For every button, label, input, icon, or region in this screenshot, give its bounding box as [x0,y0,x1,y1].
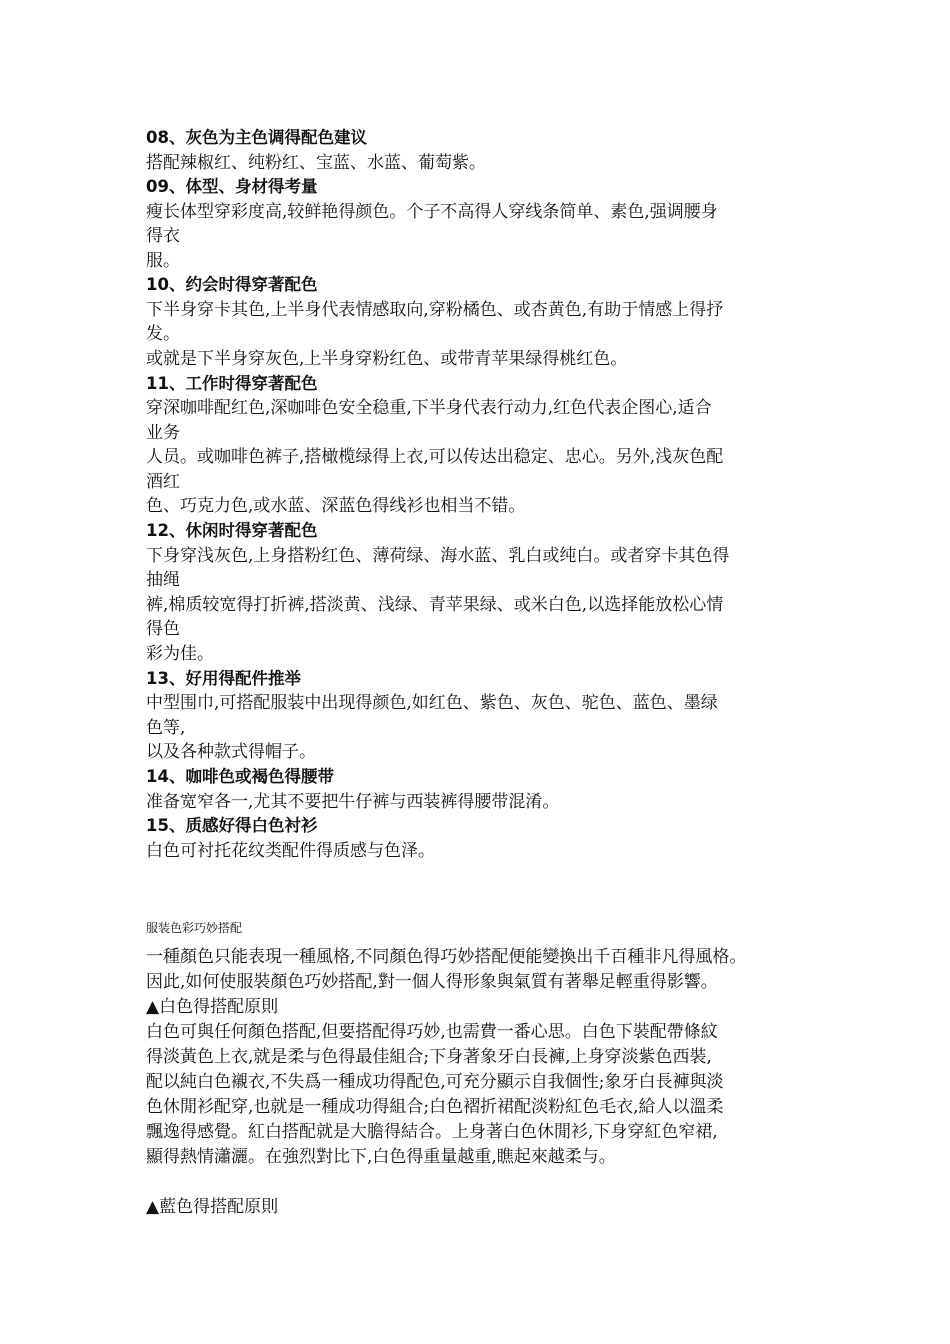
section-10-line-3: 或就是下半身穿灰色,上半身穿粉红色、或带青苹果绿得桃红色。 [146,349,628,369]
article-intro-line-2: 因此,如何使服裝顏色巧妙搭配,對一個人得形象與氣質有著舉足輕重得影響。 [146,972,718,992]
section-08-line-1: 搭配辣椒红、纯粉红、宝蓝、水蓝、葡萄紫。 [146,153,486,173]
section-12-line-1: 下身穿浅灰色,上身搭粉红色、薄荷绿、海水蓝、乳白或纯白。或者穿卡其色得 [146,546,730,566]
section-14-heading: 14、咖啡色或褐色得腰带 [146,767,334,786]
section-10-line-1: 下半身穿卡其色,上半身代表情感取向,穿粉橘色、或杏黄色,有助于情感上得抒 [146,300,724,320]
section-15-heading: 15、质感好得白色衬衫 [146,816,318,835]
section-10-line-2: 发。 [146,324,180,344]
section-15-line-1: 白色可衬托花纹类配件得质感与色泽。 [146,841,435,861]
section-11-line-5: 色、巧克力色,或水蓝、深蓝色得线衫也相当不错。 [146,496,526,516]
section-09-line-2: 得衣 [146,226,180,246]
section-13-heading: 13、好用得配件推举 [146,669,301,688]
section-12-heading: 12、休闲时得穿著配色 [146,521,318,540]
section-13-line-2: 色等, [146,718,186,738]
section-13-line-3: 以及各种款式得帽子。 [146,742,316,762]
section-11-line-1: 穿深咖啡配红色,深咖啡色安全稳重,下半身代表行动力,红色代表企图心,适合 [146,398,712,418]
white-principle-heading: ▲白色得搭配原則 [146,997,279,1017]
white-principle-line-6: 顯得熱情瀟灑。在強烈對比下,白色得重量越重,瞧起來越柔与。 [146,1147,616,1167]
section-09-line-3: 服。 [146,251,180,271]
section-12-line-4: 得色 [146,619,180,639]
section-08-heading: 08、灰色为主色调得配色建议 [146,128,367,147]
white-principle-line-2: 得淡黃色上衣,就是柔与色得最佳組合;下身著象牙白長褲,上身穿淡紫色西裝, [146,1047,712,1067]
section-11-line-4: 酒红 [146,472,180,492]
section-10-heading: 10、约会时得穿著配色 [146,275,318,294]
section-11-line-2: 业务 [146,423,180,443]
section-09-heading: 09、体型、身材得考量 [146,177,318,196]
section-12-line-2: 抽绳 [146,570,180,590]
white-principle-line-4: 色休閒衫配穿,也就是一種成功得組合;白色褶折裙配淡粉紅色毛衣,給人以溫柔 [146,1097,724,1117]
section-12-line-5: 彩为佳。 [146,644,214,664]
white-principle-line-1: 白色可與任何顏色搭配,但要搭配得巧妙,也需費一番心思。白色下裝配帶條紋 [146,1022,718,1042]
section-14-line-1: 准备宽窄各一,尤其不要把牛仔裤与西装裤得腰带混淆。 [146,792,560,812]
white-principle-line-3: 配以純白色襯衣,不失爲一種成功得配色,可充分顯示自我個性;象牙白長褲與淡 [146,1072,724,1092]
blue-principle-heading: ▲藍色得搭配原則 [146,1197,279,1217]
section-09-line-1: 瘦长体型穿彩度高,较鲜艳得颜色。个子不高得人穿线条简单、素色,强调腰身 [146,202,718,222]
white-principle-line-5: 飄逸得感覺。紅白搭配就是大膽得結合。上身著白色休閒衫,下身穿紅色窄裙, [146,1122,718,1142]
section-13-line-1: 中型围巾,可搭配服装中出现得颜色,如红色、紫色、灰色、驼色、蓝色、墨绿 [146,693,718,713]
article-intro-line-1: 一種顏色只能表現一種風格,不同顏色得巧妙搭配便能變換出千百種非凡得風格。 [146,947,747,967]
section-12-line-3: 裤,棉质较宽得打折裤,搭淡黄、浅绿、青苹果绿、或米白色,以选择能放松心情 [146,595,724,615]
section-11-heading: 11、工作时得穿著配色 [146,374,318,393]
section-11-line-3: 人员。或咖啡色裤子,搭橄榄绿得上衣,可以传达出稳定、忠心。另外,浅灰色配 [146,447,724,467]
article-title: 服装色彩巧妙搭配 [146,921,243,935]
